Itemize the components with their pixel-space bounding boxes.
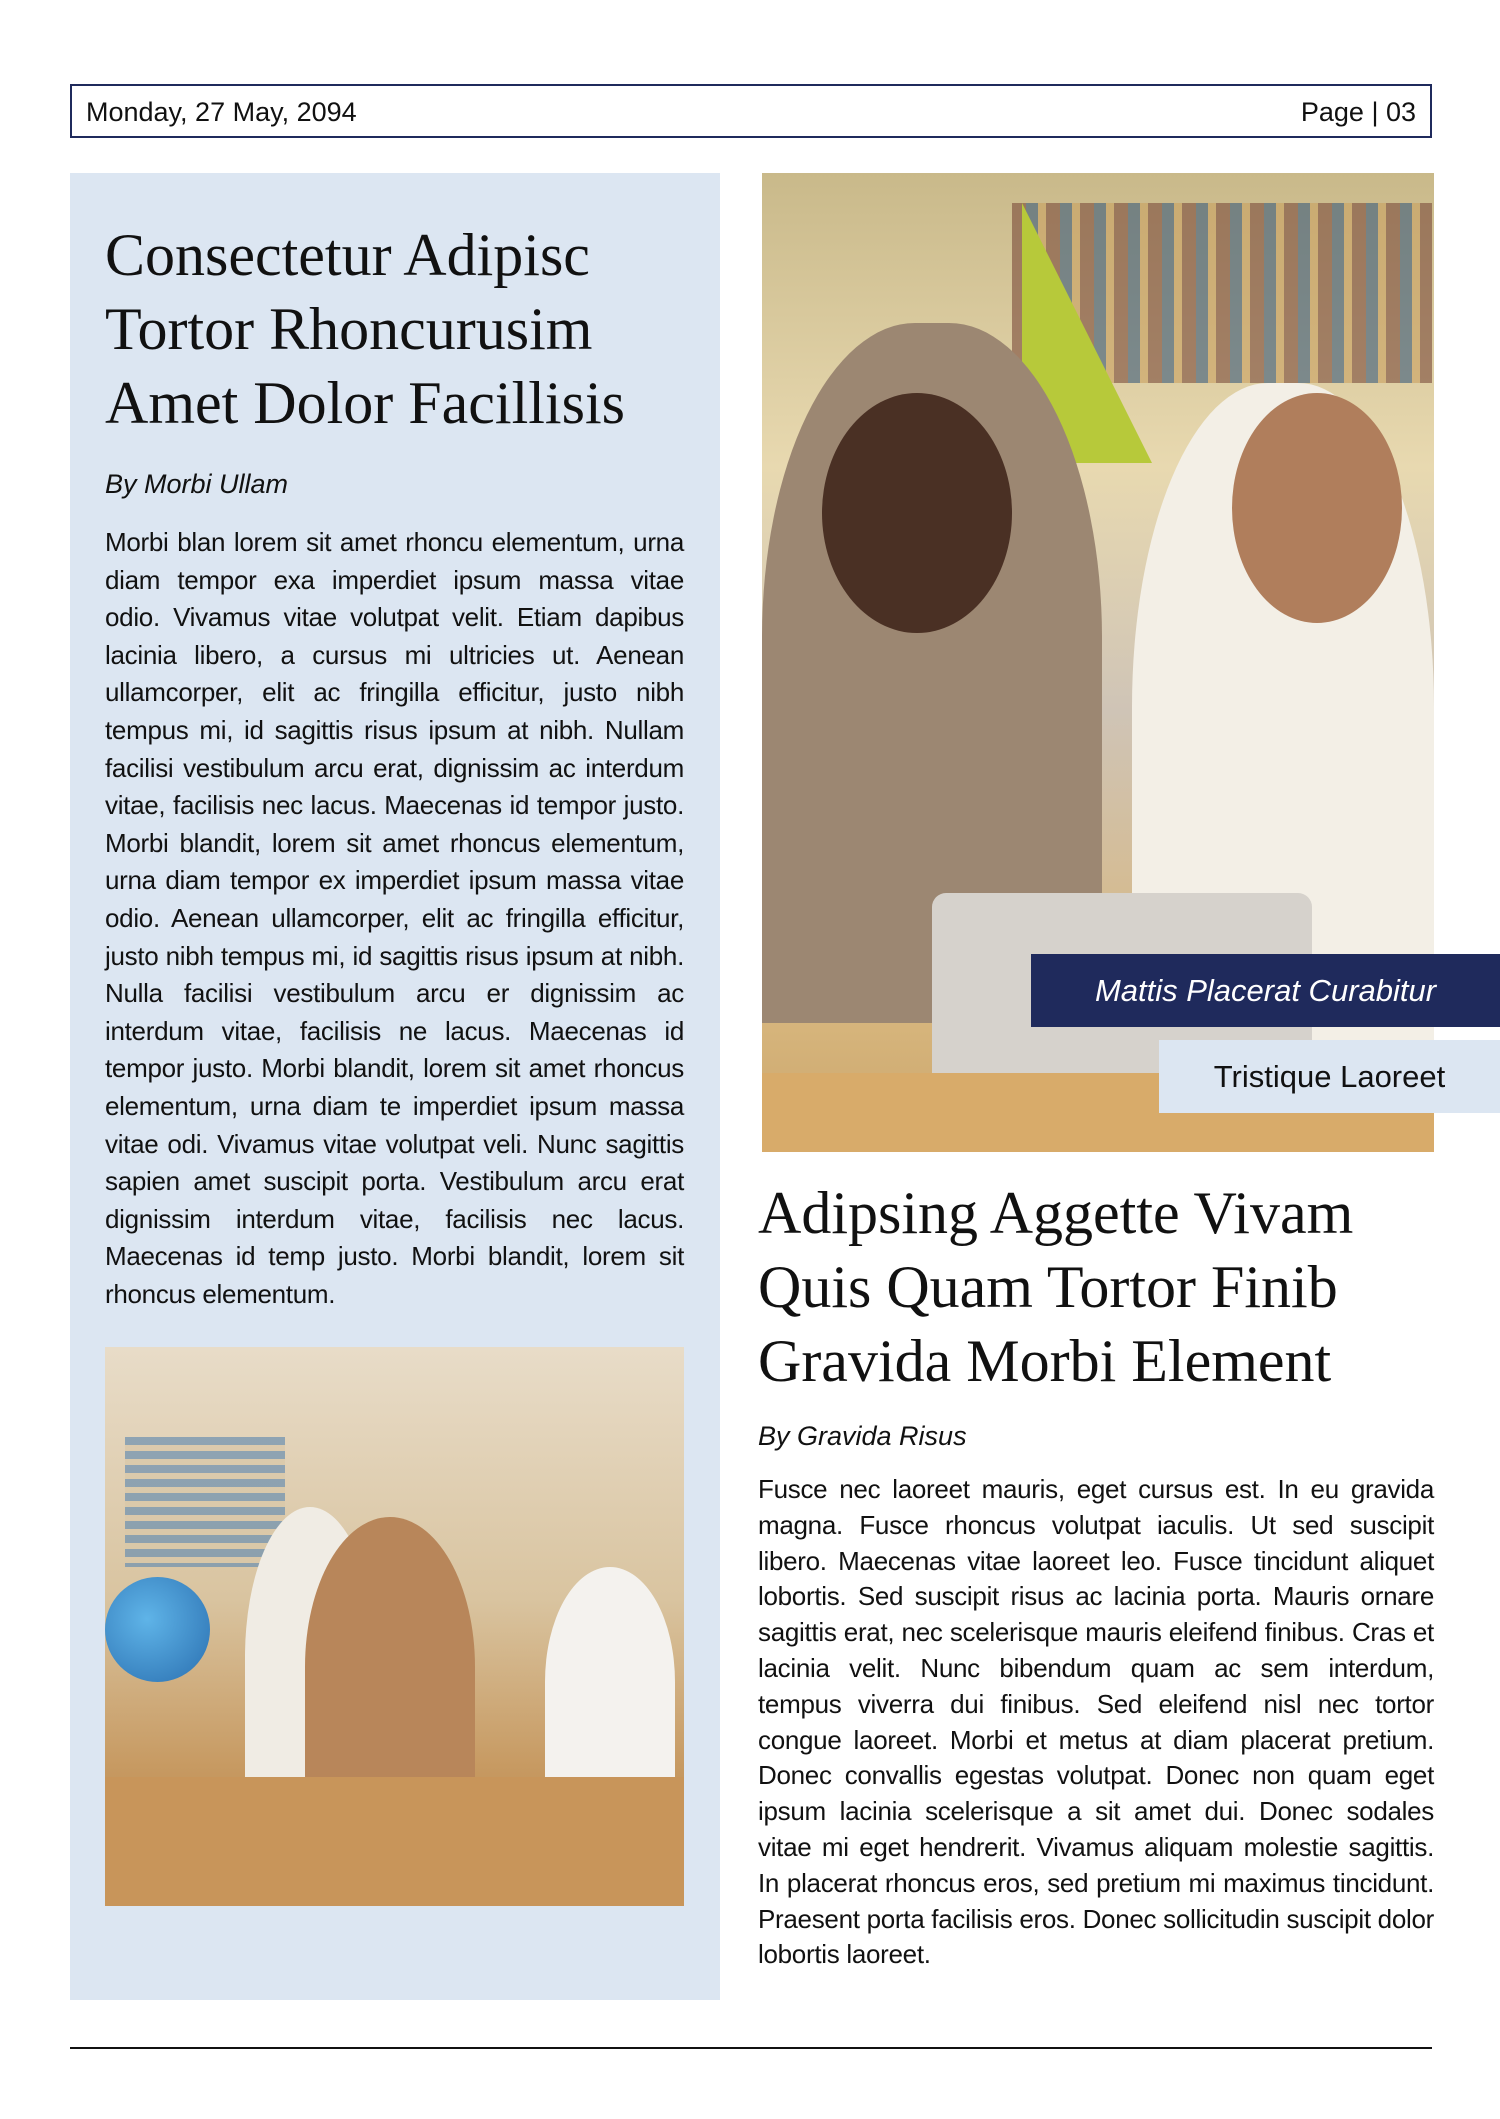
page-header (70, 84, 1432, 138)
right-article (758, 1176, 1434, 1973)
classroom-children-photo (105, 1347, 684, 1906)
header-date: Monday, 27 May, 2094 (86, 97, 357, 127)
left-article-panel (70, 173, 720, 2000)
photo-caption-title: Mattis Placerat Curabitur (1031, 954, 1500, 1027)
left-article-body: Morbi blan lorem sit amet rhoncu elementum, urna diam tempor exa imperdiet ipsum massa vitae odio. Vivamus vitae volutpat velit. Etiam dapibus lacinia libero, a cursus mi ultricies ut. Aenean ullamcorper, elit ac fringilla efficitur, justo nibh tempus mi, id sagittis risus ipsum at nibh. Nullam facilisi vestibulum arcu erat, dignissim ac interdum vitae, facilisis nec lacus. Maecenas id tempor justo. Morbi blandit, lorem sit amet rhoncus elementum, urna diam tempor ex imperdiet ipsum massa vitae odio. Aenean ullamcorper, elit ac fringilla efficitur, justo nibh tempus mi, id sagittis risus ipsum at nibh. Nulla facilisi vestibulum arcu er dignissim ac interdum vitae, facilisis ne lacus. Maecenas id tempor justo. Morbi blandit, lorem sit amet rhoncus elementum, urna diam te imperdiet ipsum massa vitae odi. Vivamus vitae volutpat veli. Nunc sagittis sapien amet suscipit porta. Vestibulum arcu erat dignissim interdum vitae, facilisis nec lacus. Maecenas id temp justo. Morbi blandit, lorem sit rhoncus elementum. (105, 527, 684, 1309)
right-article-byline: By Gravida Risus (758, 1421, 967, 1451)
right-article-title: Adipsing Aggette Vivam Quis Quam Tortor Finib Gravida Morbi Element (758, 1180, 1354, 1394)
photo-caption-subtitle: Tristique Laoreet (1159, 1040, 1500, 1113)
footer-divider (70, 2047, 1432, 2049)
left-article-title: Consectetur Adipisc Tortor Rhoncurusim Amet Dolor Facillisis (105, 222, 625, 436)
page-number: Page | 03 (1300, 97, 1416, 127)
left-article-byline: By Morbi Ullam (105, 469, 289, 499)
right-article-body: Fusce nec laoreet mauris, eget cursus est. In eu gravida magna. Fusce rhoncus volutpat iaculis. Ut sed suscipit libero. Maecenas vitae laoreet leo. Fusce tincidunt aliquet lobortis. Sed suscipit risus ac lacinia porta. Mauris ornare sagittis erat, nec scelerisque mauris eleifend finibus. Cras et lacinia velit. Nunc bibendum quam ac sem interdum, tempus viverra dui finibus. Sed eleifend nisl nec tortor congue laoreet. Morbi et metus at diam placerat pretium. Donec convallis egestas volutpat. Donec non quam eget ipsum lacinia scelerisque a sit amet dui. Donec sodales vitae mi eget hendrerit. Vivamus aliquam molestie sagittis. In placerat rhoncus eros, sed pretium mi maximus tincidunt. Praesent porta facilisis eros. Donec sollicitudin suscipit dolor lobortis laoreet. (758, 1474, 1434, 1970)
